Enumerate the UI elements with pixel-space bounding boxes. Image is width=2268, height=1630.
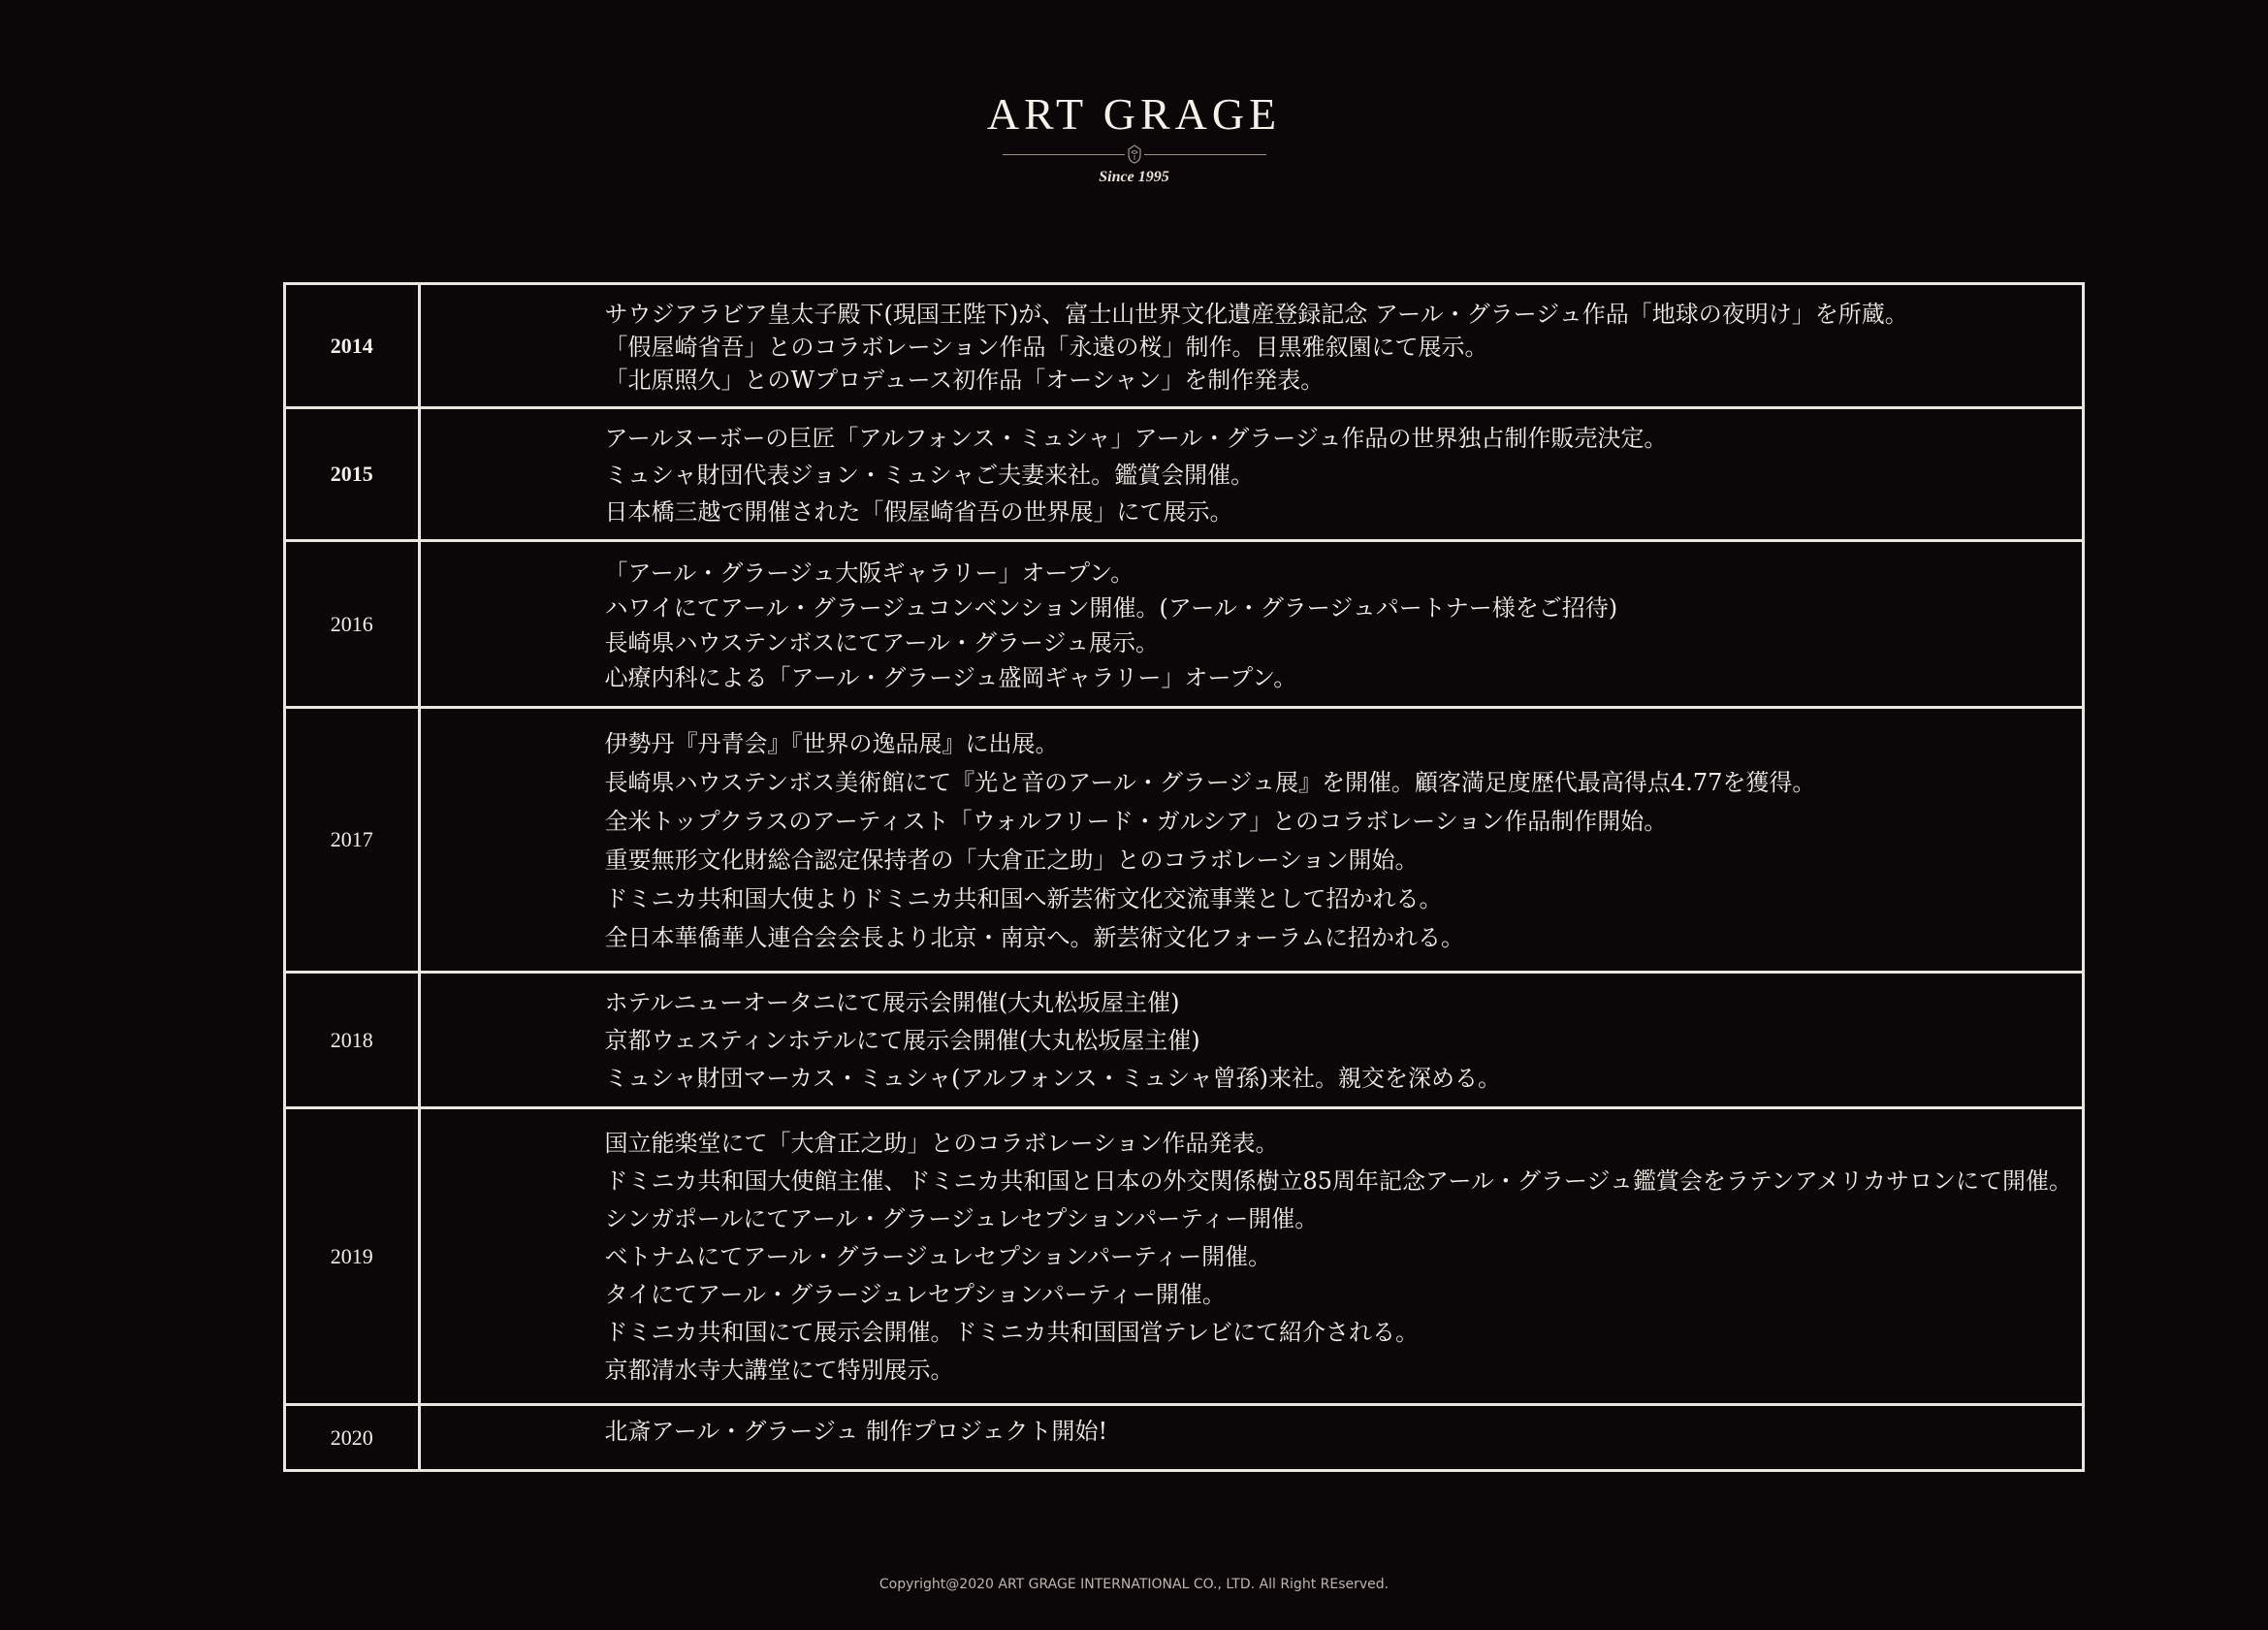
year-cell: 2016 bbox=[285, 541, 420, 708]
event-item: ミュシャ財団代表ジョン・ミュシャご夫妻来社。鑑賞会開催。 bbox=[604, 462, 1255, 489]
event-item: アールヌーボーの巨匠「アルフォンス・ミュシャ」アール・グラージュ作品の世界独占制作販売決定。 bbox=[604, 425, 1668, 452]
events-cell bbox=[419, 973, 2084, 1108]
table-row bbox=[285, 1405, 2084, 1471]
event-item: 「アール・グラージュ大阪ギャラリー」オープン。 bbox=[604, 559, 1134, 587]
year-cell: 2015 bbox=[285, 408, 420, 541]
event-item: シンガポールにてアール・グラージュレセプションパーティー開催。 bbox=[604, 1205, 1319, 1232]
event-item: ドミニカ共和国大使よりドミニカ共和国へ新芸術文化交流事業として招かれる。 bbox=[604, 885, 1443, 912]
year-cell: 2020 bbox=[285, 1405, 420, 1471]
event-item: 長崎県ハウステンボス美術館にて『光と音のアール・グラージュ展』を開催。顧客満足度歴代最高得点4.77を獲得。 bbox=[604, 769, 1816, 796]
table-row bbox=[285, 973, 2084, 1108]
brand-logo: ART GRAGE bbox=[986, 89, 1282, 139]
event-item: 「假屋崎省吾」とのコラボレーション作品「永遠の桜」制作。目黒雅叙園にて展示。 bbox=[604, 333, 1488, 361]
event-item: 京都ウェスティンホテルにて展示会開催(大丸松坂屋主催) bbox=[604, 1027, 1200, 1054]
copyright-footer: Copyright@2020 ART GRAGE INTERNATIONAL CO., LTD. All Right REserved. bbox=[878, 1577, 1390, 1592]
table-row bbox=[285, 408, 2084, 541]
header-divider bbox=[1003, 144, 1266, 165]
event-item: 伊勢丹『丹青会』『世界の逸品展』に出展。 bbox=[604, 730, 1059, 757]
since-label: Since 1995 bbox=[1099, 169, 1169, 185]
event-item: ドミニカ共和国大使館主催、ドミニカ共和国と日本の外交関係樹立85周年記念アール・グラージュ鑑賞会をラテンアメリカサロンにて開催。 bbox=[604, 1167, 2072, 1195]
table-row bbox=[285, 1108, 2084, 1405]
page-header bbox=[0, 87, 2268, 186]
events-cell bbox=[419, 1108, 2084, 1405]
event-item: ハワイにてアール・グラージュコンベンション開催。(アール・グラージュパートナー様をご招待) bbox=[604, 593, 1618, 622]
events-cell bbox=[419, 541, 2084, 708]
event-item: 重要無形文化財総合認定保持者の「大倉正之助」とのコラボレーション開始。 bbox=[604, 847, 1419, 874]
year-cell: 2017 bbox=[285, 708, 420, 973]
event-item: ベトナムにてアール・グラージュレセプションパーティー開催。 bbox=[604, 1243, 1272, 1270]
events-cell bbox=[419, 1405, 2084, 1471]
event-item: 京都清水寺大講堂にて特別展示。 bbox=[604, 1357, 954, 1384]
events-cell bbox=[419, 408, 2084, 541]
event-item: ミュシャ財団マーカス・ミュシャ(アルフォンス・ミュシャ曾孫)来社。親交を深める。 bbox=[604, 1065, 1501, 1092]
year-cell: 2014 bbox=[285, 284, 420, 408]
event-item: 「北原照久」とのWプロデュース初作品「オーシャン」を制作発表。 bbox=[604, 366, 1325, 394]
table-row bbox=[285, 708, 2084, 973]
event-item: タイにてアール・グラージュレセプションパーティー開催。 bbox=[604, 1281, 1226, 1308]
event-item: サウジアラビア皇太子殿下(現国王陛下)が、富士山世界文化遺産登録記念 アール・グラージュ作品「地球の夜明け」を所蔵。 bbox=[604, 300, 1908, 328]
year-cell: 2018 bbox=[285, 973, 420, 1108]
event-item: 北斎アール・グラージュ 制作プロジェクト開始! bbox=[604, 1417, 1108, 1445]
crest-icon bbox=[1125, 144, 1144, 165]
events-cell bbox=[419, 708, 2084, 973]
event-item: ドミニカ共和国にて展示会開催。ドミニカ共和国国営テレビにて紹介される。 bbox=[604, 1319, 1420, 1346]
year-cell: 2019 bbox=[285, 1108, 420, 1405]
table-row bbox=[285, 284, 2084, 408]
event-item: 全米トップクラスのアーティスト「ウォルフリード・ガルシア」とのコラボレーション作品制作開始。 bbox=[604, 808, 1668, 835]
event-item: 全日本華僑華人連合会会長より北京・南京へ。新芸術文化フォーラムに招かれる。 bbox=[604, 924, 1465, 951]
event-item: ホテルニューオータニにて展示会開催(大丸松坂屋主催) bbox=[604, 989, 1180, 1016]
events-cell bbox=[419, 284, 2084, 408]
history-table bbox=[283, 282, 2085, 1472]
table-row bbox=[285, 541, 2084, 708]
event-item: 国立能楽堂にて「大倉正之助」とのコラボレーション作品発表。 bbox=[604, 1130, 1279, 1157]
event-item: 日本橋三越で開催された「假屋崎省吾の世界展」にて展示。 bbox=[604, 498, 1233, 526]
event-item: 心療内科による「アール・グラージュ盛岡ギャラリー」オープン。 bbox=[604, 663, 1297, 691]
event-item: 長崎県ハウステンボスにてアール・グラージュ展示。 bbox=[604, 628, 1159, 656]
